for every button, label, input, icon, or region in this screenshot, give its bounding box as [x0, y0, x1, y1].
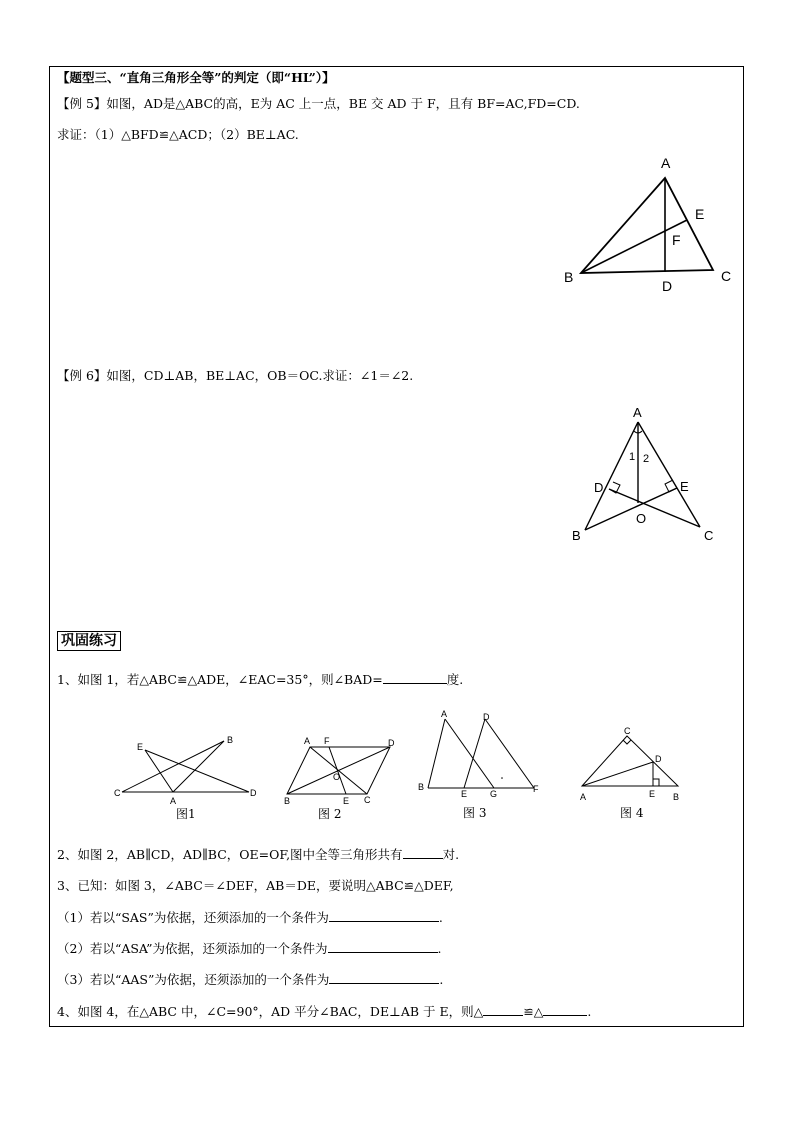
q4-blank-2[interactable] [543, 1014, 587, 1016]
line-ag [445, 719, 494, 788]
dot [501, 777, 503, 779]
fig1-label-a: A [170, 796, 177, 806]
side-ac [638, 422, 700, 527]
q3-1-end: . [438, 910, 443, 925]
fig4-caption: 图 4 [620, 806, 644, 820]
fig4-label-c: C [624, 726, 631, 736]
q2-blank[interactable] [403, 857, 443, 859]
angle-2-label: 2 [643, 453, 650, 465]
fig2-label-o: O [333, 772, 341, 782]
fig3-label-g: G [490, 789, 498, 799]
fig3-label-d: D [483, 712, 490, 722]
label-c: C [704, 528, 714, 543]
fig2-label-a: A [304, 736, 311, 746]
fig3-label-a: A [441, 709, 448, 719]
q3-2-text: （2）若以“ASA”为依据，还须添加的一个条件为 [57, 941, 328, 956]
question-3-2 [57, 941, 442, 957]
angle-1-label: 1 [629, 451, 636, 463]
practice-title: 巩固练习 [57, 631, 121, 651]
q4-mid: ≌△ [523, 1004, 544, 1019]
fig4-label-a: A [580, 792, 587, 802]
figure-3 [414, 706, 549, 822]
label-e: E [680, 479, 689, 494]
fig4-label-d: D [655, 754, 662, 764]
q3-3-end: . [439, 972, 444, 987]
question-3-1 [57, 910, 443, 926]
q4-end: . [587, 1004, 592, 1019]
fig1-label-e: E [137, 742, 144, 752]
line-df [485, 719, 534, 788]
fig1-label-b: B [227, 735, 234, 745]
example6-text: 【例 6】如图，CD⊥AB，BE⊥AC，OB＝OC.求证：∠1＝∠2. [57, 368, 414, 383]
fig2-label-b: B [284, 796, 291, 806]
q3-1-text: （1）若以“SAS”为依据，还须添加的一个条件为 [57, 910, 329, 925]
line-ba [428, 719, 445, 788]
fig2-label-c: C [364, 795, 371, 805]
question-4 [57, 1004, 591, 1020]
fig4-label-b: B [673, 792, 680, 802]
q3-3-text: （3）若以“AAS”为依据，还须添加的一个条件为 [57, 972, 330, 987]
label-o: O [636, 511, 647, 526]
label-d: D [662, 278, 673, 294]
label-a: A [633, 405, 642, 420]
section-heading: 【题型三、“直角三角形全等”的判定（即“HL”）】 [57, 70, 335, 85]
fig2-label-f: F [324, 736, 330, 746]
label-f: F [672, 232, 681, 248]
line-ed [145, 750, 249, 792]
q3-1-blank[interactable] [329, 920, 439, 922]
example5-text: 【例 5】如图，AD是△ABC的高，E为 AC 上一点，BE 交 AD 于 F，且有 BF=AC,FD=CD. [57, 96, 580, 111]
diag-bd [287, 747, 390, 794]
q3-3-blank[interactable] [329, 982, 439, 984]
question-1 [57, 672, 463, 688]
q3-2-blank[interactable] [328, 951, 438, 953]
right-angle-c [623, 740, 631, 744]
question-3: 3、已知：如图 3，∠ABC＝∠DEF，AB＝DE，要说明△ABC≌△DEF, [57, 878, 454, 893]
label-a: A [661, 155, 671, 171]
label-b: B [564, 269, 574, 285]
side-ab [585, 422, 638, 530]
fig4-label-e: E [649, 789, 656, 799]
example5-figure [555, 148, 745, 298]
q2-end: 对. [442, 847, 460, 862]
fig3-caption: 图 3 [463, 806, 487, 820]
fig3-label-e: E [461, 789, 468, 799]
example6-figure [565, 400, 725, 550]
segment-cd [609, 489, 700, 527]
q1-end: 度. [446, 672, 464, 687]
question-3-3 [57, 972, 443, 988]
fig3-label-f: F [533, 784, 539, 794]
q4-text: 4、如图 4，在△ABC 中，∠C=90°，AD 平分∠BAC，DE⊥AB 于 E，则△ [57, 1004, 484, 1019]
q4-blank-1[interactable] [483, 1014, 523, 1016]
fig3-label-b: B [418, 782, 425, 792]
line-ea [145, 750, 173, 792]
fig2-label-d: D [388, 738, 395, 748]
fig1-label-c: C [114, 788, 121, 798]
label-b: B [572, 528, 581, 543]
label-d: D [594, 480, 604, 495]
figure-2 [280, 730, 405, 822]
q1-blank[interactable] [383, 682, 447, 684]
line-ed [464, 719, 485, 788]
fig1-label-d: D [250, 788, 257, 798]
figure-4 [574, 720, 686, 822]
label-e: E [695, 206, 705, 222]
fig1-caption: 图1 [176, 807, 196, 821]
triangle-abc [582, 736, 678, 786]
label-c: C [721, 268, 732, 284]
q3-2-end: . [437, 941, 442, 956]
right-angle-e [653, 779, 659, 786]
q1-text: 1、如图 1，若△ABC≌△ADE，∠EAC=35°，则∠BAD= [57, 672, 383, 687]
line-ab [173, 741, 224, 792]
fig2-caption: 图 2 [318, 807, 342, 821]
q2-text: 2、如图 2，AB∥CD，AD∥BC，OE=OF,图中全等三角形共有 [57, 847, 403, 862]
question-2 [57, 847, 459, 863]
line-fe [329, 747, 346, 794]
fig2-label-e: E [343, 796, 350, 806]
example5-proof: 求证：（1）△BFD≌△ACD；（2）BE⊥AC. [57, 127, 299, 142]
triangle-abc [581, 178, 713, 273]
figure-1 [112, 730, 262, 822]
